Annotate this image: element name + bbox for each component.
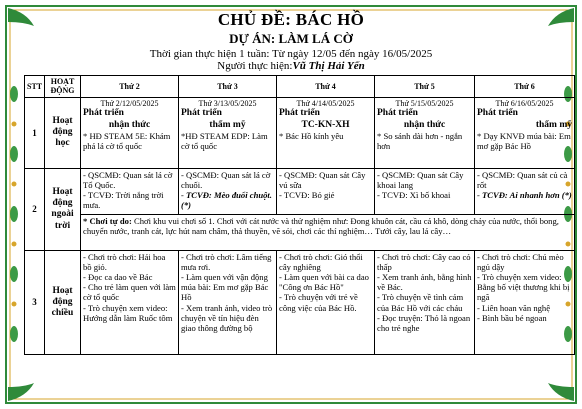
cell-observation: - QSCMĐ: Quan sát củ cà rốt — [477, 169, 568, 191]
cell-observation: - QSCMĐ: Quan sát Cây vú sữa — [279, 169, 366, 191]
free-play-cell — [81, 214, 575, 250]
teacher-name: Vũ Thị Hải Yến — [292, 60, 365, 72]
header-day: Thứ 4 — [277, 76, 375, 98]
day-cell — [179, 168, 277, 214]
row-number: 3 — [25, 250, 45, 354]
page-title: CHỦ ĐỀ: BÁC HỒ — [217, 10, 365, 29]
cell-game: - TCVĐ: Bỏ giẻ — [279, 190, 335, 201]
cell-dev-area: Phát triển — [279, 108, 320, 119]
day-cell: - Chơi trò chơi: Cây cao cỏ thấp - Xem tranh ảnh, bằng hình về Bác. - Trò chuyện về tình cảm của Bác Hồ với các cháu - Đọc truyện: Thỏ là ngoan cho trẻ nghe — [375, 250, 475, 354]
day-cell — [475, 168, 575, 214]
cell-content: * So sánh dài hơn - ngắn hơn — [377, 130, 463, 151]
cell-dev-area: Phát triển — [477, 108, 518, 119]
day-cell: - Chơi trò chơi: Lâm tiếng mưa rơi. - Làm quen với vận động múa bài: Em mơ gặp Bác Hồ - Xem tranh ảnh, video trò chuyện về tín hiệu đèn giao thông đường bộ — [179, 250, 277, 354]
weekly-plan-table — [24, 75, 575, 355]
teacher-line — [0, 60, 582, 72]
cell-game: - TCVĐ: Trời nắng trời mưa. — [83, 190, 164, 211]
day-cell — [81, 168, 179, 214]
table-row — [25, 97, 575, 168]
cell-game: - TCVĐ: Xì bố khoai — [377, 190, 451, 201]
cell-game: - TCVĐ: Mèo đuổi chuột. (*) — [181, 190, 272, 211]
cell-dev-sub: TC-KN-XH — [301, 119, 350, 130]
cell-dev-area: Phát triển — [83, 108, 124, 119]
table-row — [25, 168, 575, 214]
day-cell — [277, 168, 375, 214]
cell-observation: - QSCMĐ: Quan sát Cây khoai lang — [377, 169, 464, 191]
day-cell: - Chơi trò chơi: Gió thổi cây nghiêng - Làm quen với bài ca dao "Công ơn Bác Hồ" - Trò chuyện với trẻ về công việc của Bác Hồ. — [277, 250, 375, 354]
cell-date: Thứ 4/14/05/2025 — [296, 98, 355, 108]
cell-dev-sub: thẩm mỹ — [209, 119, 246, 130]
cell-dev-sub: nhận thức — [108, 119, 151, 130]
day-cell — [475, 97, 575, 168]
day-cell: - Chơi trò chơi: Hái hoa bồ giỏ. - Đọc ca dao về Bác - Cho trẻ làm quen với làm cờ tổ quốc - Trò chuyện xem video: Hướng dẫn làm Ruốc tôm — [81, 250, 179, 354]
cell-date: Thứ 5/15/05/2025 — [395, 98, 454, 108]
cell-content: * Dạy KNVĐ múa bài: Em mơ gặp Bác Hồ — [477, 130, 571, 151]
teacher-label: Người thực hiện: — [217, 60, 293, 72]
cell-dev-area: Phát triển — [181, 108, 222, 119]
cell-dev-sub: nhận thức — [403, 119, 446, 130]
cell-content: *HĐ STEAM EDP: Làm cờ tổ quốc — [181, 130, 268, 151]
free-play-label: * Chơi tự do: — [83, 215, 132, 226]
header-activity: HOẠT ĐỘNG — [45, 76, 81, 98]
cell-observation: - QSCMĐ: Quan sát lá cờ Tổ Quốc. — [83, 169, 173, 191]
day-cell — [277, 97, 375, 168]
day-cell — [375, 168, 475, 214]
cell-game: - TCVĐ: Ai nhanh hơn (*) — [477, 190, 572, 201]
header-stt: STT — [25, 76, 45, 98]
header-day: Thứ 3 — [179, 76, 277, 98]
day-cell — [179, 97, 277, 168]
cell-date: Thứ 3/13/05/2025 — [198, 98, 257, 108]
cell-dev-area: Phát triển — [377, 108, 418, 119]
document-header — [0, 10, 582, 72]
row-number: 1 — [25, 97, 45, 168]
day-cell — [375, 97, 475, 168]
row-number: 2 — [25, 168, 45, 250]
header-day: Thứ 2 — [81, 76, 179, 98]
header-day: Thứ 6 — [475, 76, 575, 98]
cell-date: Thứ 2/12/05/2025 — [100, 98, 159, 108]
table-row — [25, 214, 575, 250]
activity-name: Hoạt động học — [45, 97, 81, 168]
day-cell: - Chơi trò chơi: Chú mèo ngủ dậy - Trò chuyện xem video: Bằng bố việt thương khi bị ngã - Liên hoan văn nghệ - Bình bầu bé ngoan — [475, 250, 575, 354]
day-cell — [81, 97, 179, 168]
project-title: DỰ ÁN: LÀM LÁ CỜ — [229, 31, 353, 46]
cell-content: * HĐ STEAM 5E: Khám phá lá cờ tổ quốc — [83, 130, 171, 151]
cell-dev-sub: thẩm mỹ — [535, 119, 572, 130]
time-period: Thời gian thực hiện 1 tuần: Từ ngày 12/05 đến ngày 16/05/2025 — [149, 48, 433, 60]
cell-observation: - QSCMĐ: Quan sát lá cờ chuối. — [181, 169, 271, 191]
activity-name: Hoạt động chiều — [45, 250, 81, 354]
table-row — [25, 250, 575, 354]
cell-date: Thứ 6/16/05/2025 — [495, 98, 554, 108]
header-day: Thứ 5 — [375, 76, 475, 98]
activity-name: Hoạt động ngoài trời — [45, 168, 81, 250]
cell-content: * Bác Hồ kính yêu — [279, 130, 344, 141]
table-header-row — [25, 76, 575, 98]
free-play-text: Chơi khu vui chơi số 1. Chơi với cát nước và thử nghiệm như: Đong khuôn cát, cầu cá khô, dòng chảy của nước, thổi bong, chuyển nước, tranh cát, lực hút nam châm, thả thuyền, vẽ sỏi, chơi các thí nghiệm… Tưới cây, lau lá cây… — [83, 215, 559, 237]
